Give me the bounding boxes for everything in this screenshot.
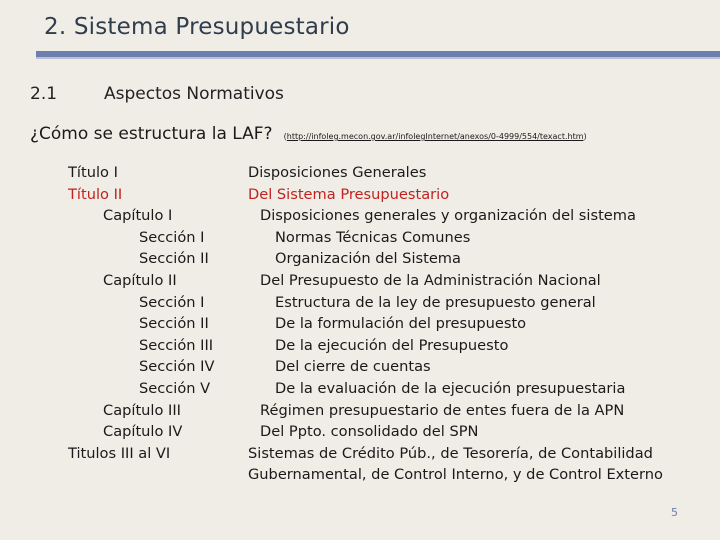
- structure-description-item: Régimen presupuestario de entes fuera de la APN: [260, 401, 625, 419]
- structure-description-item: De la evaluación de la ejecución presupuestaria: [275, 379, 626, 397]
- law-structure-right-column: [248, 162, 663, 486]
- title-underline-shadow: [36, 57, 720, 59]
- link-container: [284, 132, 587, 141]
- question-text: ¿Cómo se estructura la LAF?: [30, 124, 273, 144]
- structure-description-item: Del cierre de cuentas: [275, 358, 431, 376]
- page-number: 5: [671, 506, 678, 519]
- link-close-paren: ): [583, 132, 587, 141]
- structure-description-item: Del Presupuesto de la Administración Nacional: [260, 271, 601, 289]
- structure-division-item: Titulos III al VI: [68, 444, 171, 462]
- structure-division-item: Capítulo IV: [103, 423, 183, 441]
- structure-description-item: Organización del Sistema: [275, 250, 461, 268]
- structure-division-item: Sección I: [139, 293, 205, 311]
- structure-description-item: Normas Técnicas Comunes: [275, 228, 471, 246]
- structure-division-item: Sección III: [139, 336, 214, 354]
- question-row: [30, 124, 587, 144]
- structure-description-item: Sistemas de Crédito Púb., de Tesorería, de Contabilidad: [248, 444, 653, 462]
- law-text-link[interactable]: http://infoleg.mecon.gov.ar/infolegInternet/anexos/0-4999/554/texact.htm: [286, 132, 584, 141]
- structure-division-item: Sección V: [139, 379, 211, 397]
- structure-description-item: De la ejecución del Presupuesto: [275, 336, 509, 354]
- section-title: Aspectos Normativos: [104, 84, 284, 104]
- structure-division-item: Título II: [68, 185, 123, 203]
- structure-division-item: Sección II: [139, 250, 209, 268]
- structure-division-item: Sección I: [139, 228, 205, 246]
- link-open-paren: (: [283, 132, 287, 141]
- structure-division-item: Título I: [68, 164, 118, 181]
- section-number: 2.1: [30, 84, 58, 104]
- structure-division-item: Capítulo II: [103, 271, 177, 289]
- structure-description-item: De la formulación del presupuesto: [275, 315, 527, 333]
- structure-description-item: Disposiciones Generales: [248, 164, 427, 181]
- structure-description-item: Gubernamental, de Control Interno, y de Control Externo: [248, 466, 663, 484]
- structure-description-item: Del Sistema Presupuestario: [248, 185, 450, 203]
- structure-description-item: Estructura de la ley de presupuesto general: [275, 293, 596, 311]
- structure-division-item: Sección II: [139, 315, 209, 333]
- law-structure-left-column: [68, 162, 214, 464]
- slide-title: 2. Sistema Presupuestario: [44, 14, 350, 40]
- structure-division-item: Capítulo I: [103, 207, 173, 225]
- structure-division-item: Sección IV: [139, 358, 215, 376]
- structure-description-item: Del Ppto. consolidado del SPN: [260, 423, 479, 441]
- structure-description-item: Disposiciones generales y organización del sistema: [260, 207, 636, 225]
- structure-division-item: Capítulo III: [103, 401, 181, 419]
